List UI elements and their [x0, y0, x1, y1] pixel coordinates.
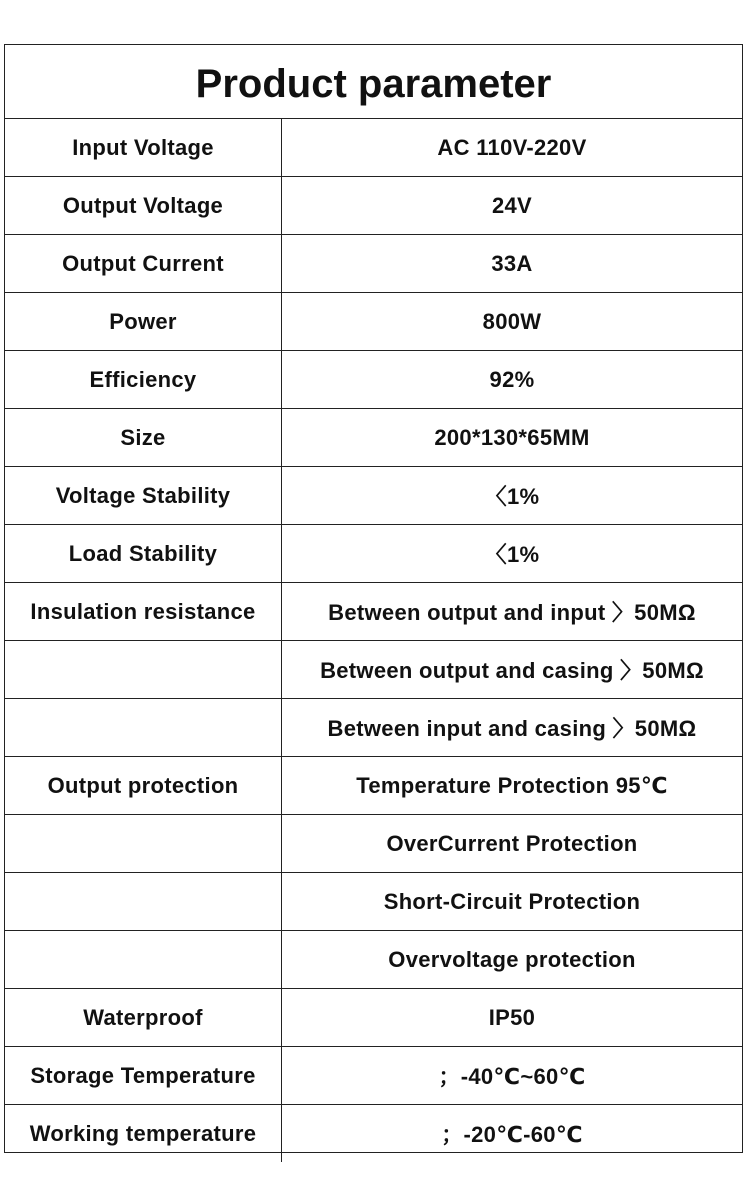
- param-label: Voltage Stability: [5, 467, 282, 525]
- param-label: [5, 699, 282, 757]
- param-label: Efficiency: [5, 351, 282, 409]
- param-label: Working temperature: [5, 1105, 282, 1163]
- param-value: IP50: [282, 989, 743, 1047]
- param-value: Between output and casing 〉50MΩ: [282, 641, 743, 699]
- param-label: Output protection: [5, 757, 282, 815]
- table-title: Product parameter: [5, 45, 742, 119]
- table-row: [5, 757, 742, 815]
- param-value: Overvoltage protection: [282, 931, 743, 989]
- param-value: ；-40℃~60℃: [282, 1047, 743, 1105]
- param-label: [5, 815, 282, 873]
- param-value: OverCurrent Protection: [282, 815, 743, 873]
- param-label: Size: [5, 409, 282, 467]
- param-value: AC 110V-220V: [282, 119, 743, 177]
- table-row: [5, 699, 742, 757]
- param-label: Storage Temperature: [5, 1047, 282, 1105]
- param-label: Insulation resistance: [5, 583, 282, 641]
- table-row: [5, 467, 742, 525]
- parameter-table: [5, 119, 742, 1162]
- param-value: Short-Circuit Protection: [282, 873, 743, 931]
- param-value: 800W: [282, 293, 743, 351]
- param-label: Output Current: [5, 235, 282, 293]
- table-row: [5, 873, 742, 931]
- product-parameter-table: [4, 44, 743, 1153]
- param-value: 〈1%: [282, 525, 743, 583]
- param-value: ；-20℃-60℃: [441, 1122, 583, 1147]
- table-row: [5, 119, 742, 177]
- param-label: Output Voltage: [5, 177, 282, 235]
- param-value: Between output and input 〉50MΩ: [282, 583, 743, 641]
- param-label: [5, 931, 282, 989]
- param-label: Power: [5, 293, 282, 351]
- param-value: 24V: [282, 177, 743, 235]
- param-label: [5, 641, 282, 699]
- param-label: Waterproof: [5, 989, 282, 1047]
- param-value: 33A: [282, 235, 743, 293]
- param-value: Between input and casing 〉50MΩ: [282, 699, 743, 757]
- table-row: [5, 525, 742, 583]
- param-label: Input Voltage: [5, 119, 282, 177]
- param-value: Temperature Protection 95℃: [282, 757, 743, 815]
- param-label: Load Stability: [5, 525, 282, 583]
- table-row: [5, 641, 742, 699]
- param-label: [5, 873, 282, 931]
- table-row: [5, 351, 742, 409]
- param-value: 92%: [282, 351, 743, 409]
- table-row: [5, 1105, 742, 1163]
- table-row: [5, 931, 742, 989]
- table-row: [5, 293, 742, 351]
- param-value: 200*130*65MM: [282, 409, 743, 467]
- table-row: [5, 815, 742, 873]
- table-row: [5, 583, 742, 641]
- table-row: [5, 235, 742, 293]
- param-value: 〈1%: [282, 467, 743, 525]
- table-row: [5, 409, 742, 467]
- table-row: [5, 177, 742, 235]
- table-row: [5, 989, 742, 1047]
- table-row: [5, 1047, 742, 1105]
